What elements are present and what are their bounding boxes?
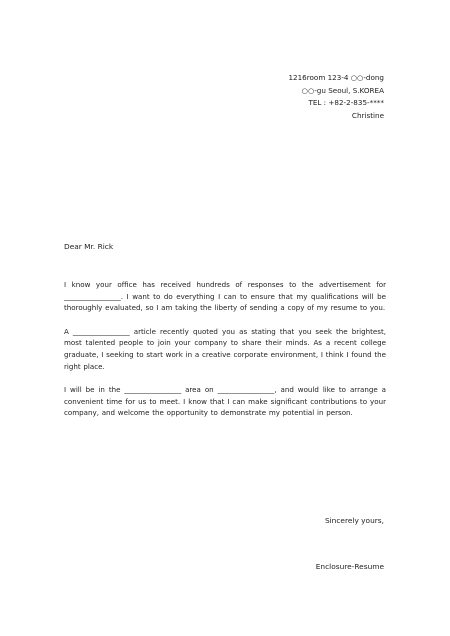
sender-address-block bbox=[184, 72, 384, 122]
salutation: Dear Mr. Rick bbox=[64, 242, 114, 251]
body-paragraph-3: I will be in the ________________ area on ________________, and would like to arrange a convenient time for us to meet. I know that I can make significant contributions to your company, and welcome the opportunity to demonstrate my potential in person. bbox=[64, 385, 386, 418]
letter-body bbox=[64, 279, 386, 431]
enclosure-note: Enclosure-Resume bbox=[315, 562, 384, 571]
address-line-phone: TEL : +82-2-835-**** bbox=[308, 98, 384, 108]
closing: Sincerely yours, bbox=[324, 516, 384, 525]
address-line-street: 1216room 123-4 ○○-dong bbox=[288, 73, 384, 82]
body-paragraph-2: A ________________ article recently quoted you as stating that you seek the brightest, most talented people to join your company to share their minds. As a recent college graduate, I seeking to start work in a creative corporate environment, I think I found the right place. bbox=[64, 326, 386, 371]
body-paragraph-1: I know your office has received hundreds of responses to the advertisement for ________________. I want to do everything I can to ensure that my qualifications will be thoroughly evaluated, so I am taking the liberty of sending a copy of my resume to you. bbox=[64, 280, 386, 313]
address-line-city: ○○-gu Seoul, S.KOREA bbox=[301, 85, 384, 95]
sender-name: Christine bbox=[351, 110, 384, 120]
